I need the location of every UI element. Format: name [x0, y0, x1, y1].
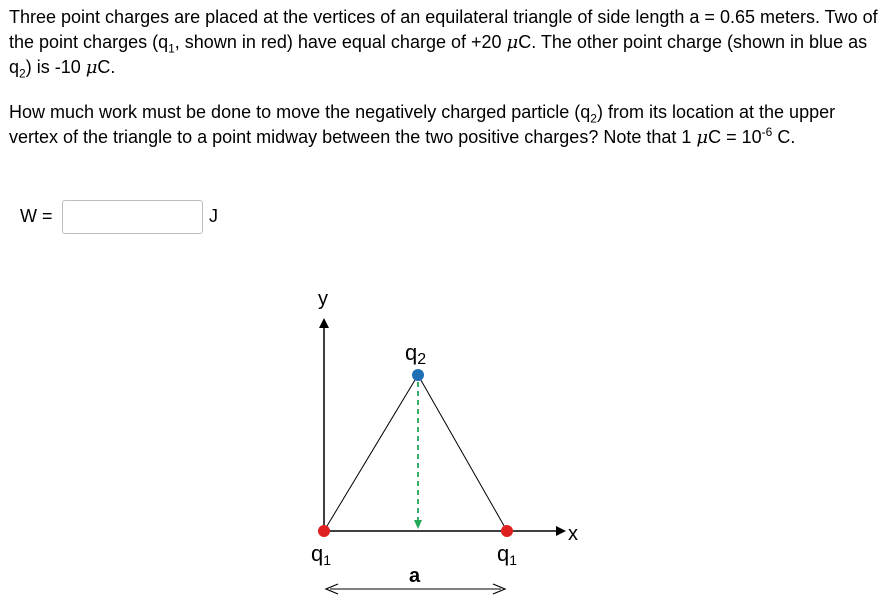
problem-intro: Three point charges are placed at the vertices of an equilateral triangle of side length a = 0.65 meters. Two of the point charges ($q_1$, shown in red) have equal charge of +20 μC. The other point charge (shown in blue as $q_2$) is -10 μC.	[9, 7, 878, 81]
q1-charge-right	[501, 525, 513, 537]
move-path-arrowhead	[414, 520, 422, 529]
triangle-right-side	[418, 375, 507, 531]
x-axis-label: x	[568, 523, 578, 545]
x-axis-arrowhead	[556, 526, 566, 536]
answer-unit: J	[209, 206, 218, 226]
y-axis-arrowhead	[319, 318, 329, 328]
y-axis-label: y	[318, 288, 328, 310]
q1-left-label: q1	[311, 541, 332, 568]
problem-question: How much work must be done to move the negatively charged particle $(q_2)$ from its location at the upper vertex of the triangle to a point midway between the two positive charges? Note that 1 $\mu C = 10^{-6}$ C.	[9, 102, 836, 148]
q2-label: q2	[405, 340, 427, 368]
q1-right-label: q1	[497, 541, 518, 568]
answer-label: W =	[20, 206, 53, 226]
q2-charge	[412, 369, 424, 381]
q1-charge-left	[318, 525, 330, 537]
triangle-left-side	[324, 375, 418, 531]
side-length-label: a	[409, 565, 421, 587]
